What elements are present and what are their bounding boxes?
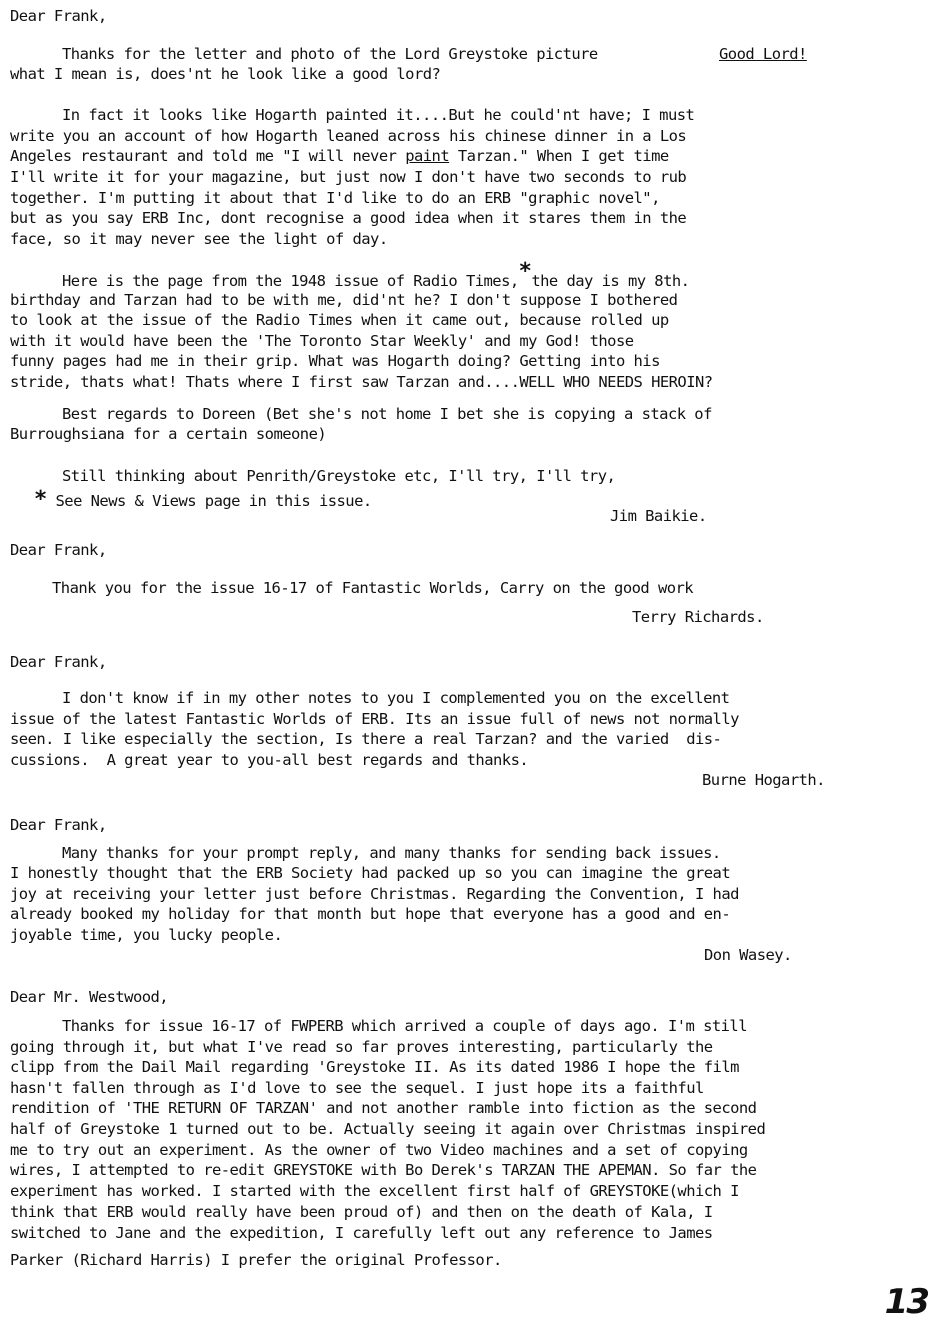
greeting: Dear Frank, xyxy=(10,7,107,25)
paragraph-line: half of Greystoke 1 turned out to be. Actually seeing it again over Christmas inspired xyxy=(10,1120,766,1138)
paragraph-line: Thanks for issue 16-17 of FWPERB which arrived a couple of days ago. I'm still xyxy=(62,1017,747,1035)
paragraph-line: switched to Jane and the expedition, I carefully left out any reference to James xyxy=(10,1224,713,1242)
paragraph-line: wires, I attempted to re-edit GREYSTOKE with Bo Derek's TARZAN THE APEMAN. So far the xyxy=(10,1161,757,1179)
signature: Burne Hogarth. xyxy=(702,771,825,789)
paragraph-line: think that ERB would really have been proud of) and then on the death of Kala, I xyxy=(10,1203,713,1221)
paragraph-line: hasn't fallen through as I'd love to see the sequel. I just hope its a faithful xyxy=(10,1079,704,1097)
paragraph-line: together. I'm putting it about that I'd like to do an ERB "graphic novel", xyxy=(10,189,660,207)
paragraph-line: rendition of 'THE RETURN OF TARZAN' and not another ramble into fiction as the second xyxy=(10,1099,757,1117)
paragraph-line: I don't know if in my other notes to you I complemented you on the excellent xyxy=(62,689,730,707)
paragraph-line: birthday and Tarzan had to be with me, did'nt he? I don't suppose I bothered xyxy=(10,291,678,309)
paragraph-line: to look at the issue of the Radio Times when it came out, because rolled up xyxy=(10,311,669,329)
signature: Terry Richards. xyxy=(632,608,764,626)
paragraph-line: clipp from the Dail Mail regarding 'Greystoke II. As its dated 1986 I hope the film xyxy=(10,1058,739,1076)
asterisk-icon: * xyxy=(518,259,532,284)
paragraph-line: joy at receiving your letter just before Christmas. Regarding the Convention, I had xyxy=(10,885,739,903)
paragraph-line: Here is the page from the 1948 issue of Radio Times,*the day is my 8th. xyxy=(62,259,690,290)
signature: Don Wasey. xyxy=(704,946,792,964)
paragraph-line: I'll write it for your magazine, but just now I don't have two seconds to rub xyxy=(10,168,687,186)
paragraph-line: I honestly thought that the ERB Society had packed up so you can imagine the great xyxy=(10,864,731,882)
paragraph-line: what I mean is, does'nt he look like a good lord? xyxy=(10,65,441,83)
paragraph-line: Parker (Richard Harris) I prefer the original Professor. xyxy=(10,1251,502,1269)
paragraph-line: issue of the latest Fantastic Worlds of ERB. Its an issue full of news not normally xyxy=(10,710,739,728)
greeting: Dear Frank, xyxy=(10,816,107,834)
paragraph-line: me to try out an experiment. As the owner of two Video machines and a set of copying xyxy=(10,1141,748,1159)
paragraph-line: face, so it may never see the light of day. xyxy=(10,230,388,248)
greeting: Dear Frank, xyxy=(10,541,107,559)
paragraph-line: Many thanks for your prompt reply, and many thanks for sending back issues. xyxy=(62,844,721,862)
paragraph-line: In fact it looks like Hogarth painted it....But he could'nt have; I must xyxy=(62,106,695,124)
paragraph-line: Still thinking about Penrith/Greystoke etc, I'll try, I'll try, xyxy=(62,467,616,485)
footnote: * See News & Views page in this issue. xyxy=(34,487,372,512)
paint-underlined: paint xyxy=(405,147,450,165)
paragraph-line: experiment has worked. I started with the excellent first half of GREYSTOKE(which I xyxy=(10,1182,739,1200)
greeting: Dear Mr. Westwood, xyxy=(10,988,169,1006)
page-number: 13 xyxy=(884,1282,928,1322)
paragraph-line: stride, thats what! Thats where I first saw Tarzan and....WELL WHO NEEDS HEROIN? xyxy=(10,373,713,391)
signature: Jim Baikie. xyxy=(610,507,707,525)
paragraph-line: with it would have been the 'The Toronto Star Weekly' and my God! those xyxy=(10,332,634,350)
paragraph-line: write you an account of how Hogarth leaned across his chinese dinner in a Los xyxy=(10,127,687,145)
paragraph-line: already booked my holiday for that month but hope that everyone has a good and en- xyxy=(10,905,731,923)
greeting: Dear Frank, xyxy=(10,653,107,671)
paragraph-line: joyable time, you lucky people. xyxy=(10,926,283,944)
paragraph-line: seen. I like especially the section, Is there a real Tarzan? and the varied dis- xyxy=(10,730,722,748)
paragraph-line: Thank you for the issue 16-17 of Fantastic Worlds, Carry on the good work xyxy=(52,579,694,597)
paragraph-line: cussions. A great year to you-all best regards and thanks. xyxy=(10,751,529,769)
good-lord-underlined: Good Lord! xyxy=(719,45,807,63)
paragraph-line: Thanks for the letter and photo of the Lord Greystoke picture xyxy=(62,45,598,63)
paragraph-line: going through it, but what I've read so far proves interesting, particularly the xyxy=(10,1038,713,1056)
paragraph-line: funny pages had me in their grip. What was Hogarth doing? Getting into his xyxy=(10,352,660,370)
paragraph-line: Burroughsiana for a certain someone) xyxy=(10,425,327,443)
paragraph-line: but as you say ERB Inc, dont recognise a good idea when it stares them in the xyxy=(10,209,687,227)
paragraph-line: Best regards to Doreen (Bet she's not home I bet she is copying a stack of xyxy=(62,405,712,423)
asterisk-icon: * xyxy=(34,487,47,512)
paragraph-line: Angeles restaurant and told me "I will never paint Tarzan." When I get time xyxy=(10,147,669,165)
